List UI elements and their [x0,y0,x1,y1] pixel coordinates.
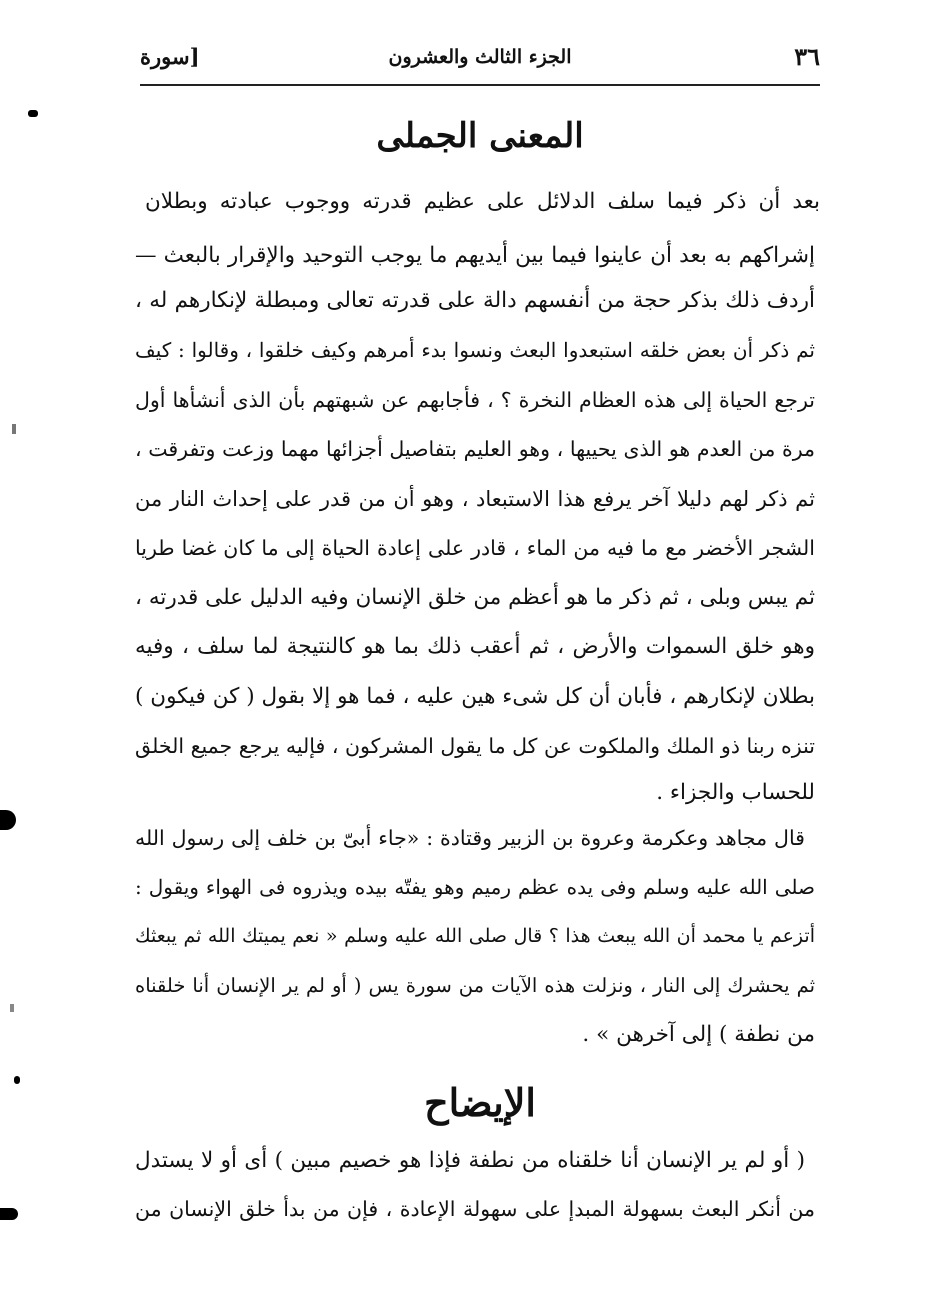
scan-speck [12,424,16,434]
page-number: ٣٦ [794,42,820,71]
paragraph-line: ثم يبس وبلى ، ثم ذكر ما هو أعظم من خلق الإنسان وفيه الدليل على قدرته ، [135,585,815,610]
clarification-line: من أنكر البعث بسهولة المبدإ على سهولة الإعادة ، فإن من بدأ خلق الإنسان من [135,1197,815,1221]
header-rule [140,84,820,86]
surah-label: [سورة [140,44,200,69]
paragraph-line: ثم ذكر لهم دليلا آخر يرفع هذا الاستبعاد ، وهو أن من قدر على إحداث النار من [135,487,815,511]
scan-speck [14,1076,20,1084]
paragraph-line: ثم ذكر أن بعض خلقه استبعدوا البعث ونسوا بدء أمرهم وكيف خلقوا ، وقالوا : كيف [135,338,815,362]
paragraph-line: بعد أن ذكر فيما سلف الدلائل على عظيم قدرته ووجوب عبادته وبطلان [145,189,820,214]
paragraph-line: مرة من العدم هو الذى يحييها ، وهو العليم بتفاصيل أجزائها مهما وزعت وتفرقت ، [135,437,815,461]
clarification-line: ( أو لم ير الإنسان أنا خلقناه من نطفة فإذا هو خصيم مبين ) أى أو لا يستدل [135,1148,805,1173]
narration-line: قال مجاهد وعكرمة وعروة بن الزبير وقتادة : «جاء أبىّ بن خلف إلى رسول الله [135,826,805,850]
narration-line: من نطفة ) إلى آخرهن » . [582,1022,815,1047]
scan-speck [10,1004,14,1012]
running-header [140,38,820,82]
narration-line: أتزعم يا محمد أن الله يبعث هذا ؟ قال صلى الله عليه وسلم « نعم يميتك الله ثم يبعثك [135,925,815,947]
scan-speck [0,810,16,830]
scan-speck [0,1208,18,1220]
paragraph-line: إشراكهم به بعد أن عاينوا فيما بين أيديهم ما يوجب التوحيد والإقرار بالبعث — [135,243,815,268]
scan-speck [28,110,38,117]
paragraph-line: للحساب والجزاء . [656,780,815,805]
paragraph-line: تنزه ربنا ذو الملك والملكوت عن كل ما يقول المشركون ، فإليه يرجع جميع الخلق [135,734,815,758]
paragraph-line: وهو خلق السموات والأرض ، ثم أعقب ذلك بما هو كالنتيجة لما سلف ، وفيه [135,634,815,659]
narration-line: صلى الله عليه وسلم وفى يده عظم رميم وهو يفتّه بيده ويذروه فى الهواء ويقول : [135,875,815,899]
paragraph-line: بطلان لإنكارهم ، فأبان أن كل شىء هين عليه ، فما هو إلا بقول ( كن فيكون ) [135,684,815,709]
section-heading-clarification: الإيضاح [424,1080,536,1125]
part-title: الجزء الثالث والعشرون [388,46,572,68]
paragraph-line: الشجر الأخضر مع ما فيه من الماء ، قادر على إعادة الحياة إلى ما كان غضا طريا [135,536,815,560]
paragraph-line: ترجع الحياة إلى هذه العظام النخرة ؟ ، فأجابهم عن شبهتهم بأن الذى أنشأها أول [135,388,815,412]
section-heading-general-meaning: المعنى الجملى [376,116,584,156]
narration-line: ثم يحشرك إلى النار ، ونزلت هذه الآيات من سورة يس ( أو لم ير الإنسان أنا خلقناه [135,974,815,997]
paragraph-line: أردف ذلك بذكر حجة من أنفسهم دالة على قدرته تعالى ومبطلة لإنكارهم له ، [135,288,815,313]
